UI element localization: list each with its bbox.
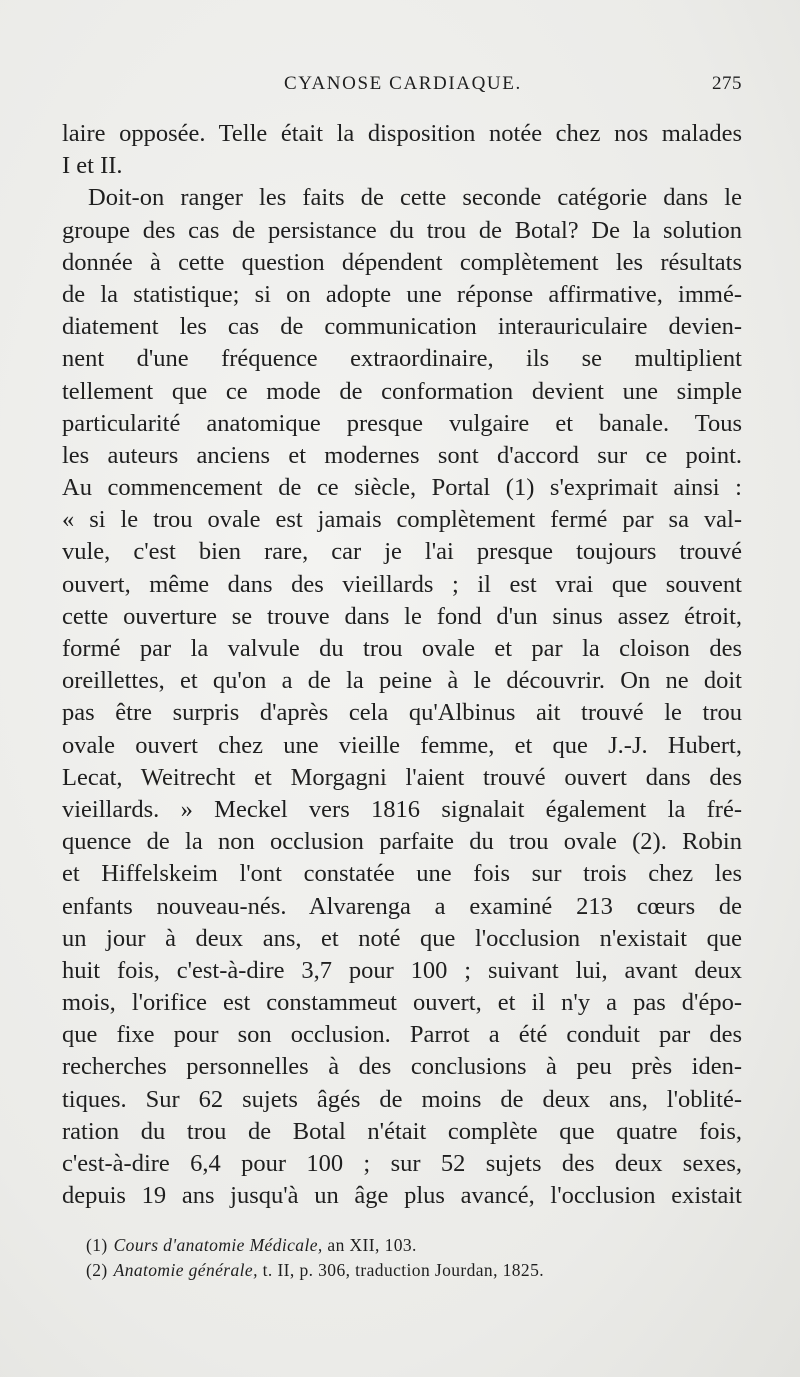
footnote-work-title: Cours d'anatomie Médicale, xyxy=(113,1235,323,1255)
text-line: ouvert, même dans des vieillards ; il est vrai que souvent xyxy=(62,570,742,598)
text-line: recherches personnelles à des conclusions à peu près iden- xyxy=(62,1053,742,1081)
running-title: CYANOSE CARDIAQUE. xyxy=(284,73,522,94)
running-head xyxy=(62,73,742,101)
body-text xyxy=(62,118,742,1212)
text-line: formé par la valvule du trou ovale et par la cloison des xyxy=(62,635,742,662)
text-line: groupe des cas de persistance du trou de Botal? De la solution xyxy=(62,216,742,244)
text-line: que fixe pour son occlusion. Parrot a été conduit par des xyxy=(62,1021,742,1049)
footnotes xyxy=(86,1233,746,1283)
text-line: cette ouverture se trouve dans le fond d'un sinus assez étroit, xyxy=(62,602,742,630)
text-line: les auteurs anciens et modernes sont d'accord sur ce point. xyxy=(62,441,742,469)
footnote-mark: (1) xyxy=(86,1235,108,1255)
text-line: Doit-on ranger les faits de cette seconde catégorie dans le xyxy=(88,184,742,212)
text-line: « si le trou ovale est jamais complètement fermé par sa val- xyxy=(62,506,742,534)
text-line: donnée à cette question dépendent complètement les résultats xyxy=(62,248,742,276)
text-line: laire opposée. Telle était la disposition notée chez nos malades xyxy=(62,120,742,147)
footnote-mark: (2) xyxy=(86,1260,108,1280)
text-line: vieillards. » Meckel vers 1816 signalait également la fré- xyxy=(62,795,742,823)
text-line: depuis 19 ans jusqu'à un âge plus avancé, l'occlusion existait xyxy=(62,1182,742,1210)
text-line: huit fois, c'est-à-dire 3,7 pour 100 ; suivant lui, avant deux xyxy=(62,956,742,984)
text-line: enfants nouveau-nés. Alvarenga a examiné 213 cœurs de xyxy=(62,892,742,920)
text-line: vule, c'est bien rare, car je l'ai presque toujours trouvé xyxy=(62,538,742,566)
text-line: de la statistique; si on adopte une réponse affirmative, immé- xyxy=(62,280,742,308)
text-line: mois, l'orifice est constammeut ouvert, et il n'y a pas d'épo- xyxy=(62,989,742,1017)
footnote-reference: t. II, p. 306, traduction Jourdan, 1825. xyxy=(257,1260,545,1280)
text-line: pas être surpris d'après cela qu'Albinus ait trouvé le trou xyxy=(62,699,742,727)
footnote xyxy=(86,1233,746,1258)
text-line: ration du trou de Botal n'était complète que quatre fois, xyxy=(62,1117,742,1145)
footnote-work-title: Anatomie générale, xyxy=(113,1260,258,1280)
text-line: I et II. xyxy=(62,152,123,180)
text-line: et Hiffelskeim l'ont constatée une fois sur trois chez les xyxy=(62,860,742,888)
text-line: tellement que ce mode de conformation devient une simple xyxy=(62,377,742,405)
text-line: Au commencement de ce siècle, Portal (1) s'exprimait ainsi : xyxy=(62,474,742,502)
text-line: nent d'une fréquence extraordinaire, ils se multiplient xyxy=(62,345,742,373)
text-line: quence de la non occlusion parfaite du trou ovale (2). Robin xyxy=(62,828,742,856)
text-line: oreillettes, et qu'on a de la peine à le découvrir. On ne doit xyxy=(62,667,742,695)
text-line: tiques. Sur 62 sujets âgés de moins de deux ans, l'oblité- xyxy=(62,1085,742,1113)
text-line: Lecat, Weitrecht et Morgagni l'aient trouvé ouvert dans des xyxy=(62,763,742,791)
text-line: particularité anatomique presque vulgaire et banale. Tous xyxy=(62,409,742,437)
text-line: ovale ouvert chez une vieille femme, et que J.-J. Hubert, xyxy=(62,731,742,759)
page-number: 275 xyxy=(712,73,742,94)
text-line: c'est-à-dire 6,4 pour 100 ; sur 52 sujets des deux sexes, xyxy=(62,1150,742,1177)
text-line: diatement les cas de communication interauriculaire devien- xyxy=(62,313,742,341)
footnote xyxy=(86,1258,746,1283)
text-line: un jour à deux ans, et noté que l'occlusion n'existait que xyxy=(62,924,742,952)
footnote-reference: an XII, 103. xyxy=(322,1235,417,1255)
